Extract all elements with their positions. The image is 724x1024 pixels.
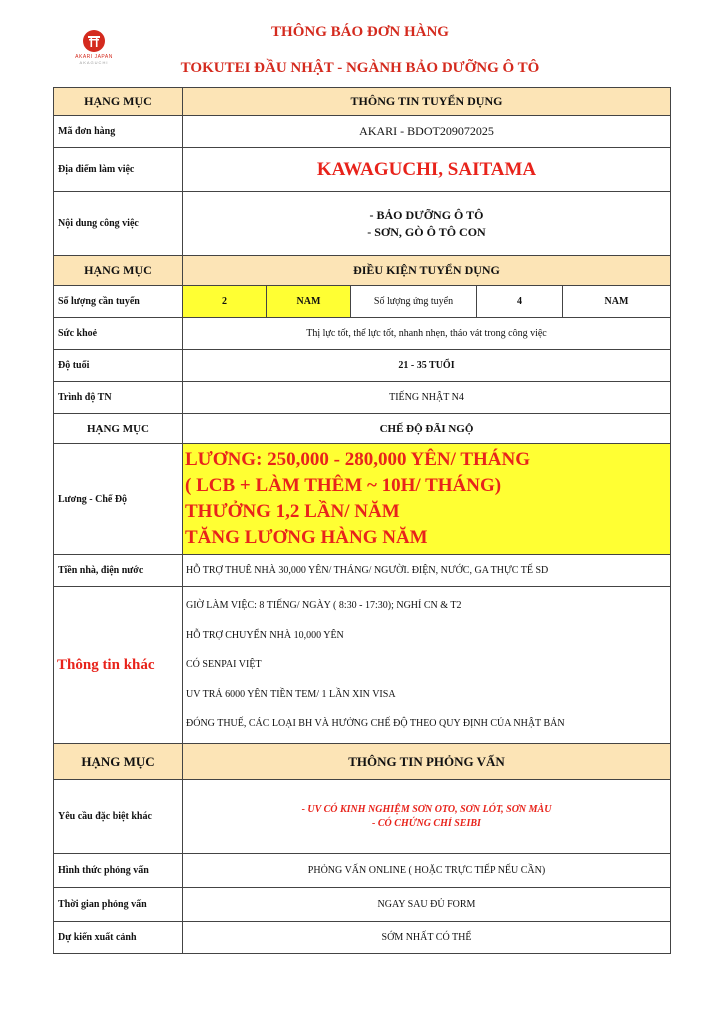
row-label: Tiền nhà, điện nước <box>54 555 183 587</box>
other-info-label: Thông tin khác <box>54 587 183 744</box>
health-value: Thị lực tốt, thể lực tốt, nhanh nhẹn, tháo vát trong công việc <box>183 318 671 350</box>
company-logo <box>68 30 120 65</box>
salary-line: TĂNG LƯƠNG HÀNG NĂM <box>185 527 428 548</box>
row-label: Mã đơn hàng <box>54 116 183 148</box>
section-title: ĐIỀU KIỆN TUYỂN DỤNG <box>183 256 671 286</box>
special-requirements <box>183 780 671 854</box>
table-row <box>54 350 671 382</box>
section-title: CHẾ ĐỘ ĐÃI NGỘ <box>183 414 671 444</box>
row-label: Số lượng cần tuyển <box>54 286 183 318</box>
applicants-label: Số lượng ứng tuyển <box>351 286 477 318</box>
section-header-recruitment-conditions <box>54 256 671 286</box>
table-row <box>54 587 671 744</box>
table-row <box>54 192 671 256</box>
row-label: Địa điểm làm việc <box>54 148 183 192</box>
torii-gate-icon <box>83 30 105 52</box>
section-header-recruitment-info <box>54 88 671 116</box>
job-line: - SƠN, GÒ Ô TÔ CON <box>367 224 486 239</box>
row-label: Nội dung công việc <box>54 192 183 256</box>
applicants-value: 4 <box>477 286 563 318</box>
job-line: - BẢO DƯỠNG Ô TÔ <box>369 207 484 222</box>
list-item: GIỜ LÀM VIỆC: 8 TIẾNG/ NGÀY ( 8:30 - 17:30); NGHỈ CN & T2 <box>186 600 462 612</box>
row-label: Thời gian phỏng vấn <box>54 888 183 922</box>
location-value: KAWAGUCHI, SAITAMA <box>183 148 671 192</box>
table-row <box>54 318 671 350</box>
quantity-value: 2 <box>183 286 267 318</box>
salary-line: THƯỞNG 1,2 LẦN/ NĂM <box>185 501 400 522</box>
logo-text: AKARI JAPAN <box>75 54 113 60</box>
salary-line: ( LCB + LÀM THÊM ~ 10H/ THÁNG) <box>185 475 502 496</box>
job-order-table <box>53 87 671 954</box>
age-value: 21 - 35 TUỔI <box>183 350 671 382</box>
section-label: HẠNG MỤC <box>54 744 183 780</box>
table-row <box>54 286 671 318</box>
salary-details <box>183 444 671 555</box>
departure-value: SỚM NHẤT CÓ THỂ <box>183 922 671 954</box>
housing-value: HỖ TRỢ THUÊ NHÀ 30,000 YÊN/ THÁNG/ NGƯỜI. ĐIỆN, NƯỚC, GA THỰC TẾ SD <box>183 555 671 587</box>
section-label: HẠNG MỤC <box>54 414 183 444</box>
table-row <box>54 382 671 414</box>
table-row <box>54 148 671 192</box>
row-label: Yêu cầu đặc biệt khác <box>54 780 183 854</box>
section-header-benefits <box>54 414 671 444</box>
table-row <box>54 888 671 922</box>
interview-form-value: PHỎNG VẤN ONLINE ( HOẶC TRỰC TIẾP NẾU CẦN) <box>183 854 671 888</box>
row-label: Dự kiến xuất cảnh <box>54 922 183 954</box>
table-row <box>54 780 671 854</box>
section-label: HẠNG MỤC <box>54 256 183 286</box>
section-label: HẠNG MỤC <box>54 88 183 116</box>
other-info-list <box>183 587 671 744</box>
row-label: Sức khoẻ <box>54 318 183 350</box>
list-item: UV TRẢ 6000 YÊN TIỀN TEM/ 1 LẦN XIN VISA <box>186 688 396 700</box>
salary-line: LƯƠNG: 250,000 - 280,000 YÊN/ THÁNG <box>185 449 530 470</box>
applicants-gender: NAM <box>563 286 671 318</box>
logo-subtext: AKAGUCHI <box>79 60 109 65</box>
list-item: HỖ TRỢ CHUYỂN NHÀ 10,000 YÊN <box>186 629 344 641</box>
row-label: Hình thức phỏng vấn <box>54 854 183 888</box>
row-label: Độ tuổi <box>54 350 183 382</box>
table-row <box>54 116 671 148</box>
quantity-gender: NAM <box>267 286 351 318</box>
table-row <box>54 555 671 587</box>
interview-time-value: NGAY SAU ĐỦ FORM <box>183 888 671 922</box>
list-item: CÓ SENPAI VIỆT <box>186 659 262 671</box>
list-item: ĐÓNG THUẾ, CÁC LOẠI BH VÀ HƯỞNG CHẾ ĐỘ THEO QUY ĐỊNH CỦA NHẬT BẢN <box>186 718 565 730</box>
requirement-line: - CÓ CHỨNG CHỈ SEIBI <box>372 817 481 829</box>
table-row <box>54 854 671 888</box>
page-subtitle: TOKUTEI ĐẦU NHẬT - NGÀNH BẢO DƯỠNG Ô TÔ <box>180 60 540 76</box>
section-title: THÔNG TIN PHỎNG VẤN <box>183 744 671 780</box>
section-title: THÔNG TIN TUYỂN DỤNG <box>183 88 671 116</box>
page-title: THÔNG BÁO ĐƠN HÀNG <box>271 24 449 40</box>
education-value: TIẾNG NHẬT N4 <box>183 382 671 414</box>
section-header-interview-info <box>54 744 671 780</box>
table-row <box>54 922 671 954</box>
table-row <box>54 444 671 555</box>
row-label: Trình độ TN <box>54 382 183 414</box>
row-label: Lương - Chế Độ <box>54 444 183 555</box>
order-code-value: AKARI - BDOT209072025 <box>183 116 671 148</box>
job-description <box>183 192 671 256</box>
requirement-line: - UV CÓ KINH NGHIỆM SƠN OTO, SƠN LÓT, SƠN MÀU <box>301 803 552 815</box>
